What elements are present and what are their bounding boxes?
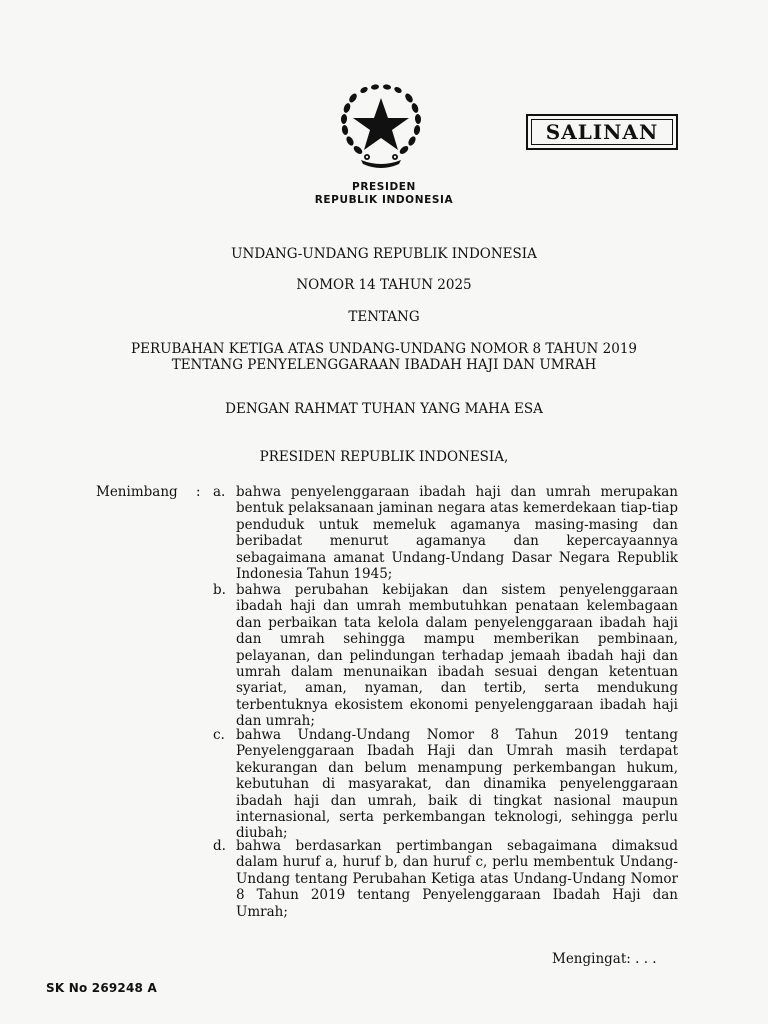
consideration-text: bahwa berdasarkan pertimbangan sebagaimana dimaksud dalam huruf a, huruf b, dan huruf c, perlu membentuk Undang-Undang tentang Perubahan Ketiga atas Undang-Undang Nomor 8 Tahun 2019 tentang Penyelenggaraan Ibadah Haji dan Umrah;: [236, 838, 678, 920]
law-subject-line2: TENTANG PENYELENGGARAAN IBADAH HAJI DAN UMRAH: [171, 357, 597, 373]
salinan-stamp: [526, 114, 678, 150]
law-subject-line1: PERUBAHAN KETIGA ATAS UNDANG-UNDANG NOMOR 8 TAHUN 2019: [131, 341, 637, 357]
consideration-letter: b.: [213, 582, 226, 598]
law-title: UNDANG-UNDANG REPUBLIK INDONESIA: [231, 246, 537, 262]
consideration-letter: d.: [213, 838, 226, 854]
mengingat-continuation: Mengingat: . . .: [552, 951, 657, 967]
consideration-letter: a.: [213, 484, 226, 500]
rahmat-line: DENGAN RAHMAT TUHAN YANG MAHA ESA: [225, 401, 543, 417]
consideration-letter: c.: [213, 727, 225, 743]
presiden-ri-line: PRESIDEN REPUBLIK INDONESIA,: [259, 449, 509, 465]
law-tentang: TENTANG: [348, 309, 420, 325]
menimbang-colon: :: [196, 484, 201, 500]
consideration-text: bahwa penyelenggaraan ibadah haji dan umrah merupakan bentuk pelaksanaan jaminan negara atas kemerdekaan tiap-tiap penduduk untuk memeluk agamanya masing-masing dan beribadat menurut agamanya dan kepercayaannya sebagaimana amanat Undang-Undang Dasar Negara Republik Indonesia Tahun 1945;: [236, 484, 678, 583]
salinan-stamp-label: SALINAN: [531, 119, 673, 145]
garuda-star-emblem-icon: [331, 80, 431, 168]
menimbang-label: Menimbang: [96, 484, 178, 500]
sk-number: SK No 269248 A: [46, 981, 157, 995]
header-presiden: PRESIDEN: [352, 181, 416, 193]
consideration-text: bahwa Undang-Undang Nomor 8 Tahun 2019 tentang Penyelenggaraan Ibadah Haji dan Umrah masih terdapat kekurangan dan belum menampung perkembangan hukum, kebutuhan di masyarakat, dan dinamika penyelenggaraan ibadah haji dan umrah, baik di tingkat nasional maupun internasional, serta perkembangan teknologi, sehingga perlu diubah;: [236, 727, 678, 842]
header-republik: REPUBLIK INDONESIA: [314, 194, 454, 206]
law-number: NOMOR 14 TAHUN 2025: [296, 277, 472, 293]
consideration-text: bahwa perubahan kebijakan dan sistem penyelenggaraan ibadah haji dan umrah membutuhkan penataan kelembagaan dan perbaikan tata kelola dalam penyelenggaraan ibadah haji dan umrah sehingga mampu memberikan pembinaan, pelayanan, dan pelindungan terhadap jemaah ibadah haji dan umrah dalam menunaikan ibadah sesuai dengan ketentuan syariat, aman, nyaman, dan tertib, serta mendukung terbentuknya ekosistem ekonomi penyelenggaraan ibadah haji dan umrah;: [236, 582, 678, 730]
